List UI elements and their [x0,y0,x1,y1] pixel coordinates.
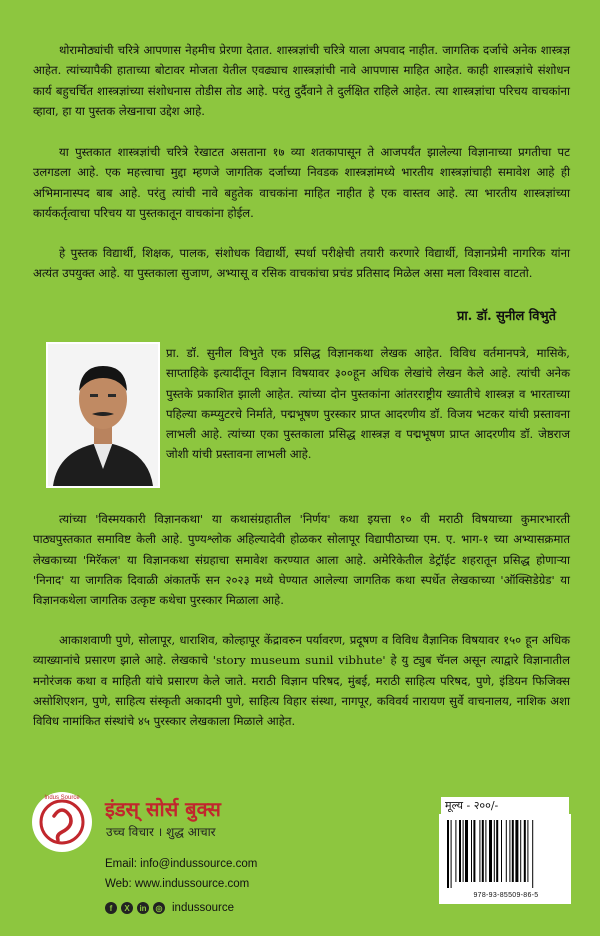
barcode-bar [451,820,452,888]
intro-paragraph-2: या पुस्तकात शास्त्रज्ञांची चरित्रे रेखाटत असताना १७ व्या शतकापासून ते आजपर्यंत झालेल्या विज्ञानाच्या प्रगतीचा पट उलगडला आहे. एक महत्त्वाचा मुद्दा म्हणजे जागतिक दर्जाच्या निवडक शास्त्रज्ञांमध्ये भारतीय शास्त्रज्ञांचाही समावेश आहे ही अभिमानास्पद बाब आहे. परंतु त्यांची नावे बहुतेक वाचकांना माहित नाहीत हे एक वास्तव आहे. त्या भारतीय शास्त्रज्ञांच्या कार्यकर्तृत्वाचा परिचय या पुस्तकातून वाचकांना होईल. [33,145,570,220]
instagram-icon[interactable]: ◎ [153,902,165,914]
author-bio-1: प्रा. डॉ. सुनील विभुते एक प्रसिद्ध विज्ञानकथा लेखक आहेत. विविध वर्तमानपत्रे, मासिके, साप्ताहिके इत्यादींतून विज्ञान विषयावर ३००हून अधिक लेखांचे लेखन केले आहे. त्यांची अनेक पुस्तके प्रकाशित झाली आहेत. त्यांच्या दोन पुस्तकांना आंतरराष्ट्रीय ख्यातीचे शास्त्रज्ञ व भारताच्या पहिल्या कम्प्युटरचे निर्माते, पद्मभूषण पुरस्कार प्राप्त आदरणीय डॉ. विजय भटकर यांची प्रस्तावना लाभली आहे. त्यांच्या एका पुस्तकाला प्रसिद्ध शास्त्रज्ञ व पद्मभूषण प्राप्त आदरणीय डॉ. जेष्ठराज जोशी यांची प्रस्तावना लाभली आहे. [166,346,570,462]
intro-paragraph-1: थोरामोठ्यांची चरित्रे आपणास नेहमीच प्रेरणा देतात. शास्त्रज्ञांची चरित्रे याला अपवाद नाहीत. जागतिक दर्जाचे अनेक शास्त्रज्ञ आहेत. त्यांच्यापैकी हाताच्या बोटावर मोजता येतील एवढ्याच शास्त्रज्ञांची नावे आपणास माहित आहेत. काही शास्त्रज्ञांचे संशोधन कार्य बहुचर्चित शास्त्रज्ञांच्या संशोधनास तोडीस तोड आहे. परंतु दुर्दैवाने ते दुर्लक्षित राहिले आहेत. त्या शास्त्रज्ञांचा परिचय वाचकांना व्हावा, हा या पुस्तक लेखनाचा उद्देश आहे. [33,43,570,118]
barcode-bar [455,820,456,882]
facebook-icon[interactable]: f [105,902,117,914]
logo-text: Indus Source [44,795,80,801]
publisher-web[interactable]: Web: www.indussource.com [105,878,250,890]
barcode-bar [532,820,533,888]
publisher-name: इंडस् सोर्स बुक्स [105,797,221,821]
barcode-bar [501,820,502,882]
price-label: मूल्य - २००/- [441,797,569,814]
barcode-bar [506,820,507,882]
author-bio-2: त्यांच्या 'विस्मयकारी विज्ञानकथा' या कथासंग्रहातील 'निर्णय' कथा इयत्ता १० वी मराठी विषयाच्या कुमारभारती पाठ्यपुस्तकात समाविष्ट केली आहे. पुण्यश्लोक अहिल्यादेवी होळकर सोलापूर विद्यापीठाच्या एम. ए. भाग-१ च्या अभ्यासक्रमात लेखकाच्या 'मिरॅकल' या विज्ञानकथा संग्रहाचा समावेश करण्यात आला आहे. अमेरिकेतील डेट्रॉईट शहरातून प्रसिद्ध होणाऱ्या 'निनाद' या जागतिक दिवाळी अंकातर्फे सन २०२३ मध्ये घेण्यात आलेल्या जागतिक कथा स्पर्धेत लेखकाच्या 'ऑक्सिडेग्रेड' या विज्ञानकथेला जागतिक उत्कृष्ट कथेचा पुरस्कार मिळाला आहे. [33,512,570,608]
barcode-bar [465,820,468,882]
isbn-number: 978-93-85509-86-5 [473,892,539,899]
barcode-bar [496,820,498,882]
barcode-bar [471,820,472,882]
barcode-bar [527,820,528,882]
author-bio-3: आकाशवाणी पुणे, सोलापूर, धाराशिव, कोल्हापूर केंद्रावरुन पर्यावरण, प्रदूषण व विविध वैज्ञानिक विषयावर १५० हून अधिक व्याख्यानांचे प्रसारण झाले आहे. लेखकाचे 'story museum sunil vibhute' हे यु ट्युब चॅनल असून त्याद्वारे विज्ञानातील मनोरंजक कथा व माहिती यांचे प्रसारण केले जाते. मराठी विज्ञान परिषद, मुंबई, मराठी साहित्य परिषद, पुणे, इंडियन फिजिक्स असोशिएशन, पुणे, साहित्य संस्कृती अकादमी पुणे, साहित्य विहार संस्था, नागपूर, कविवर्य नारायण सुर्वे वाचनालय, नाशिक अशा विविध नामांकित संस्थांचे ४५ पुरस्कार लेखकाला मिळाले आहेत. [33,633,570,729]
barcode-bar [489,820,492,882]
barcode-bar [463,820,464,882]
x-icon[interactable]: X [121,902,133,914]
barcode-bar [515,820,518,882]
social-handle: indussource [172,902,235,914]
social-links [105,902,234,914]
barcode-bar [473,820,475,882]
barcode [439,814,571,904]
barcode-bar [494,820,495,882]
intro-paragraph-3: हे पुस्तक विद्यार्थी, शिक्षक, पालक, संशोधक विद्यार्थी, स्पर्धा परीक्षेची तयारी करणारे विद्यार्थी, विज्ञानप्रेमी नागरिक यांना अत्यंत उपयुक्त आहे. या पुस्तकाला सुजाण, अभ्यासू व रसिक वाचकांचा प्रचंड प्रतिसाद मिळेल असा मला विश्वास वाटतो. [33,246,570,281]
barcode-bar [479,820,480,882]
publisher-logo [30,790,94,854]
barcode-bar [512,820,514,882]
barcode-bar [509,820,510,882]
author-photo [46,342,160,488]
barcode-bar [520,820,521,882]
signature: प्रा. डॉ. सुनील विभुते [456,309,556,324]
barcode-bar [485,820,486,882]
publisher-tagline: उच्च विचार । शुद्ध आचार [106,825,216,839]
barcode-bar [482,820,484,882]
barcode-bar [447,820,449,888]
barcode-bar [524,820,526,882]
linkedin-icon[interactable]: in [137,902,149,914]
publisher-email[interactable]: Email: info@indussource.com [105,858,258,870]
barcode-bar [459,820,461,882]
